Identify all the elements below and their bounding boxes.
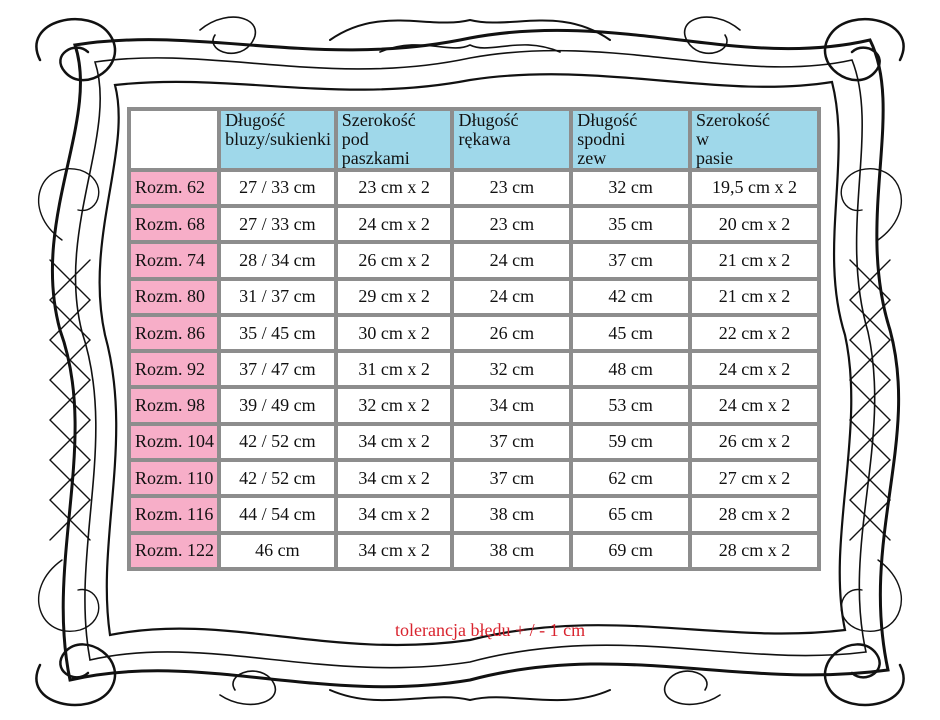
table-row bbox=[131, 208, 817, 240]
table-row bbox=[131, 535, 817, 567]
size-label: Rozm. 98 bbox=[131, 389, 217, 421]
header-line: Długość bbox=[577, 110, 638, 130]
measurement-cell: 37 cm bbox=[454, 462, 569, 494]
measurement-cell: 38 cm bbox=[454, 498, 569, 530]
measurement-cell: 22 cm x 2 bbox=[692, 317, 817, 349]
header-sleeve-length bbox=[454, 111, 569, 168]
measurement-cell: 23 cm bbox=[454, 208, 569, 240]
measurement-cell: 42 cm bbox=[573, 281, 688, 313]
header-line: pod bbox=[341, 128, 369, 149]
table-corner-cell bbox=[131, 111, 217, 168]
measurement-cell: 34 cm x 2 bbox=[338, 462, 451, 494]
size-label: Rozm. 122 bbox=[131, 535, 217, 567]
header-dress-length bbox=[221, 111, 334, 168]
header-line: spodni bbox=[577, 128, 626, 149]
measurement-cell: 24 cm x 2 bbox=[338, 208, 451, 240]
table-row bbox=[131, 353, 817, 385]
table-row bbox=[131, 498, 817, 530]
measurement-cell: 31 cm x 2 bbox=[338, 353, 451, 385]
measurement-cell: 19,5 cm x 2 bbox=[692, 172, 817, 204]
header-line: Szerokość bbox=[695, 110, 770, 130]
measurement-cell: 35 / 45 cm bbox=[221, 317, 334, 349]
header-line: Długość bbox=[225, 110, 286, 130]
table-row bbox=[131, 426, 817, 458]
measurement-cell: 34 cm x 2 bbox=[338, 535, 451, 567]
header-line: w bbox=[695, 128, 709, 149]
measurement-cell: 29 cm x 2 bbox=[338, 281, 451, 313]
measurement-cell: 24 cm bbox=[454, 244, 569, 276]
measurement-cell: 53 cm bbox=[573, 389, 688, 421]
measurement-cell: 24 cm x 2 bbox=[692, 389, 817, 421]
measurement-cell: 44 / 54 cm bbox=[221, 498, 334, 530]
size-label: Rozm. 86 bbox=[131, 317, 217, 349]
measurement-cell: 26 cm x 2 bbox=[692, 426, 817, 458]
measurement-cell: 30 cm x 2 bbox=[338, 317, 451, 349]
measurement-cell: 34 cm bbox=[454, 389, 569, 421]
table-row bbox=[131, 389, 817, 421]
measurement-cell: 32 cm bbox=[454, 353, 569, 385]
size-label: Rozm. 92 bbox=[131, 353, 217, 385]
size-table bbox=[127, 107, 821, 571]
measurement-cell: 26 cm bbox=[454, 317, 569, 349]
size-label: Rozm. 110 bbox=[131, 462, 217, 494]
measurement-cell: 23 cm bbox=[454, 172, 569, 204]
table-row bbox=[131, 317, 817, 349]
measurement-cell: 24 cm bbox=[454, 281, 569, 313]
measurement-cell: 45 cm bbox=[573, 317, 688, 349]
size-label: Rozm. 116 bbox=[131, 498, 217, 530]
measurement-cell: 38 cm bbox=[454, 535, 569, 567]
measurement-cell: 28 / 34 cm bbox=[221, 244, 334, 276]
measurement-cell: 26 cm x 2 bbox=[338, 244, 451, 276]
size-label: Rozm. 62 bbox=[131, 172, 217, 204]
measurement-cell: 39 / 49 cm bbox=[221, 389, 334, 421]
measurement-cell: 35 cm bbox=[573, 208, 688, 240]
size-label: Rozm. 104 bbox=[131, 426, 217, 458]
header-yoke-width bbox=[338, 111, 451, 168]
measurement-cell: 37 cm bbox=[454, 426, 569, 458]
measurement-cell: 24 cm x 2 bbox=[692, 353, 817, 385]
size-label: Rozm. 74 bbox=[131, 244, 217, 276]
size-label: Rozm. 80 bbox=[131, 281, 217, 313]
table-row bbox=[131, 244, 817, 276]
measurement-cell: 20 cm x 2 bbox=[692, 208, 817, 240]
size-label: Rozm. 68 bbox=[131, 208, 217, 240]
measurement-cell: 27 / 33 cm bbox=[221, 172, 334, 204]
header-line: rękawa bbox=[458, 128, 511, 149]
header-line: Długość bbox=[458, 110, 519, 130]
tolerance-note: tolerancja błędu + / - 1 cm bbox=[395, 620, 586, 640]
measurement-cell: 48 cm bbox=[573, 353, 688, 385]
measurement-cell: 21 cm x 2 bbox=[692, 281, 817, 313]
header-line: zew bbox=[577, 147, 607, 168]
measurement-cell: 28 cm x 2 bbox=[692, 535, 817, 567]
size-table-wrapper bbox=[127, 107, 821, 571]
measurement-cell: 28 cm x 2 bbox=[692, 498, 817, 530]
header-line: paszkami bbox=[341, 147, 410, 168]
measurement-cell: 46 cm bbox=[221, 535, 334, 567]
measurement-cell: 21 cm x 2 bbox=[692, 244, 817, 276]
measurement-cell: 62 cm bbox=[573, 462, 688, 494]
measurement-cell: 27 cm x 2 bbox=[692, 462, 817, 494]
table-row bbox=[131, 462, 817, 494]
measurement-cell: 37 / 47 cm bbox=[221, 353, 334, 385]
measurement-cell: 27 / 33 cm bbox=[221, 208, 334, 240]
measurement-cell: 34 cm x 2 bbox=[338, 426, 451, 458]
measurement-cell: 69 cm bbox=[573, 535, 688, 567]
header-line: pasie bbox=[695, 147, 733, 168]
table-header-row bbox=[131, 111, 817, 168]
header-pants-length bbox=[573, 111, 688, 168]
header-line: bluzy/sukienki bbox=[225, 128, 332, 149]
header-waist-width bbox=[692, 111, 817, 168]
measurement-cell: 23 cm x 2 bbox=[338, 172, 451, 204]
table-row bbox=[131, 281, 817, 313]
measurement-cell: 32 cm bbox=[573, 172, 688, 204]
measurement-cell: 42 / 52 cm bbox=[221, 462, 334, 494]
measurement-cell: 65 cm bbox=[573, 498, 688, 530]
size-table-body bbox=[131, 172, 817, 567]
header-line: Szerokość bbox=[341, 110, 416, 130]
measurement-cell: 59 cm bbox=[573, 426, 688, 458]
measurement-cell: 42 / 52 cm bbox=[221, 426, 334, 458]
measurement-cell: 37 cm bbox=[573, 244, 688, 276]
measurement-cell: 32 cm x 2 bbox=[338, 389, 451, 421]
table-row bbox=[131, 172, 817, 204]
measurement-cell: 31 / 37 cm bbox=[221, 281, 334, 313]
measurement-cell: 34 cm x 2 bbox=[338, 498, 451, 530]
